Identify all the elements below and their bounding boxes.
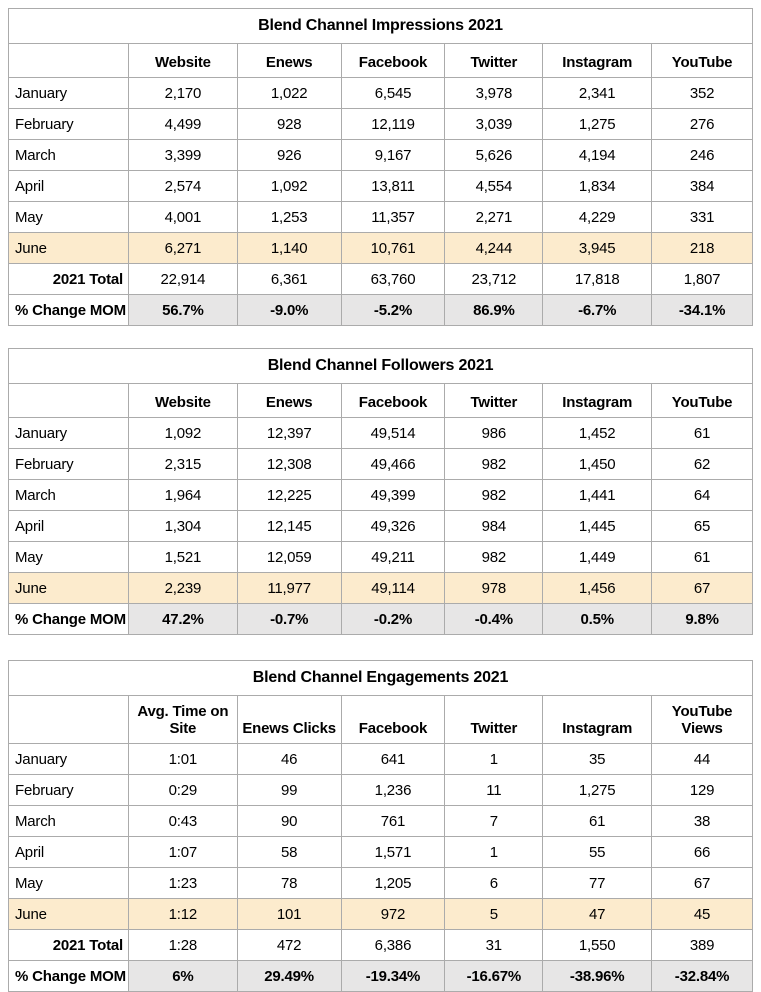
row-label: May: [9, 868, 129, 899]
column-header: Instagram: [543, 44, 652, 78]
table-row: [9, 868, 753, 899]
data-cell: -34.1%: [652, 295, 753, 326]
data-cell: 4,499: [128, 109, 237, 140]
data-cell: 67: [652, 573, 753, 604]
data-cell: -32.84%: [652, 961, 753, 992]
table-row: [9, 78, 753, 109]
data-cell: 1: [445, 744, 543, 775]
table-row: [9, 418, 753, 449]
data-cell: 11,977: [237, 573, 341, 604]
data-cell: 6,361: [237, 264, 341, 295]
data-cell: 384: [652, 171, 753, 202]
data-cell: 1,253: [237, 202, 341, 233]
data-cell: 4,244: [445, 233, 543, 264]
table-row: [9, 899, 753, 930]
data-cell: 47: [543, 899, 652, 930]
column-header: Enews: [237, 384, 341, 418]
data-cell: 9.8%: [652, 604, 753, 635]
data-cell: 6%: [128, 961, 237, 992]
data-cell: 1,140: [237, 233, 341, 264]
data-cell: 61: [652, 542, 753, 573]
data-cell: 17,818: [543, 264, 652, 295]
data-cell: 35: [543, 744, 652, 775]
data-cell: 1,456: [543, 573, 652, 604]
data-cell: -38.96%: [543, 961, 652, 992]
column-header: YouTube: [652, 384, 753, 418]
table-title: Blend Channel Engagements 2021: [9, 661, 753, 696]
data-cell: 66: [652, 837, 753, 868]
row-label: January: [9, 744, 129, 775]
column-header: Website: [128, 384, 237, 418]
data-cell: 1:01: [128, 744, 237, 775]
data-cell: 12,119: [341, 109, 445, 140]
data-cell: 2,271: [445, 202, 543, 233]
data-cell: 2,574: [128, 171, 237, 202]
data-cell: 0:29: [128, 775, 237, 806]
table-row: [9, 480, 753, 511]
data-cell: -19.34%: [341, 961, 445, 992]
data-cell: 1,452: [543, 418, 652, 449]
table-title: Blend Channel Followers 2021: [9, 349, 753, 384]
data-cell: 276: [652, 109, 753, 140]
data-cell: 389: [652, 930, 753, 961]
data-cell: 972: [341, 899, 445, 930]
data-cell: 926: [237, 140, 341, 171]
data-cell: 47.2%: [128, 604, 237, 635]
column-header: Enews: [237, 44, 341, 78]
data-cell: 2,341: [543, 78, 652, 109]
data-cell: 4,554: [445, 171, 543, 202]
row-label: March: [9, 140, 129, 171]
table-row: [9, 109, 753, 140]
data-cell: 49,514: [341, 418, 445, 449]
data-cell: 12,397: [237, 418, 341, 449]
data-cell: 1,807: [652, 264, 753, 295]
data-cell: 6,271: [128, 233, 237, 264]
table-row: [9, 171, 753, 202]
data-cell: 1:23: [128, 868, 237, 899]
data-cell: 0.5%: [543, 604, 652, 635]
data-cell: 101: [237, 899, 341, 930]
column-header: Enews Clicks: [237, 696, 341, 744]
row-label: February: [9, 449, 129, 480]
table-row: [9, 233, 753, 264]
row-label: June: [9, 899, 129, 930]
data-cell: 11: [445, 775, 543, 806]
data-cell: 49,326: [341, 511, 445, 542]
data-cell: 6,386: [341, 930, 445, 961]
column-header: Avg. Time on Site: [128, 696, 237, 744]
data-cell: 63,760: [341, 264, 445, 295]
row-label: February: [9, 775, 129, 806]
column-header: Twitter: [445, 696, 543, 744]
row-label-header-cell: [9, 384, 129, 418]
data-cell: 61: [652, 418, 753, 449]
data-cell: 99: [237, 775, 341, 806]
data-cell: 472: [237, 930, 341, 961]
row-label: March: [9, 806, 129, 837]
row-label: March: [9, 480, 129, 511]
row-label: February: [9, 109, 129, 140]
data-cell: 984: [445, 511, 543, 542]
row-label: April: [9, 837, 129, 868]
data-cell: 641: [341, 744, 445, 775]
data-cell: 10,761: [341, 233, 445, 264]
table-title: Blend Channel Impressions 2021: [9, 9, 753, 44]
data-cell: 246: [652, 140, 753, 171]
data-cell: 1,304: [128, 511, 237, 542]
data-cell: 62: [652, 449, 753, 480]
data-cell: -16.67%: [445, 961, 543, 992]
column-header: YouTube Views: [652, 696, 753, 744]
data-cell: 31: [445, 930, 543, 961]
data-cell: -9.0%: [237, 295, 341, 326]
row-label: June: [9, 233, 129, 264]
data-cell: 12,059: [237, 542, 341, 573]
data-cell: 1:07: [128, 837, 237, 868]
data-cell: 1,449: [543, 542, 652, 573]
data-cell: 55: [543, 837, 652, 868]
data-cell: 64: [652, 480, 753, 511]
data-cell: 67: [652, 868, 753, 899]
data-cell: 12,225: [237, 480, 341, 511]
table-row: [9, 140, 753, 171]
column-header: Facebook: [341, 44, 445, 78]
data-cell: 2,239: [128, 573, 237, 604]
row-label: % Change MOM: [9, 604, 129, 635]
data-cell: 1:12: [128, 899, 237, 930]
data-cell: 982: [445, 449, 543, 480]
data-cell: 6: [445, 868, 543, 899]
data-cell: 1,205: [341, 868, 445, 899]
data-cell: 1,275: [543, 775, 652, 806]
data-cell: -0.7%: [237, 604, 341, 635]
column-header: Facebook: [341, 696, 445, 744]
data-cell: 13,811: [341, 171, 445, 202]
table-row: [9, 573, 753, 604]
row-label: January: [9, 418, 129, 449]
table-row: [9, 202, 753, 233]
data-cell: 22,914: [128, 264, 237, 295]
data-cell: 77: [543, 868, 652, 899]
data-cell: -5.2%: [341, 295, 445, 326]
data-cell: 61: [543, 806, 652, 837]
column-header: Instagram: [543, 384, 652, 418]
data-cell: 761: [341, 806, 445, 837]
data-cell: 4,229: [543, 202, 652, 233]
data-cell: 3,039: [445, 109, 543, 140]
data-cell: 49,211: [341, 542, 445, 573]
data-cell: 4,001: [128, 202, 237, 233]
table-row: [9, 806, 753, 837]
data-cell: 5,626: [445, 140, 543, 171]
data-cell: 56.7%: [128, 295, 237, 326]
data-cell: 1,092: [128, 418, 237, 449]
data-cell: 1:28: [128, 930, 237, 961]
data-cell: 1,550: [543, 930, 652, 961]
data-cell: 331: [652, 202, 753, 233]
data-cell: 78: [237, 868, 341, 899]
data-cell: 3,399: [128, 140, 237, 171]
data-cell: 978: [445, 573, 543, 604]
row-label: May: [9, 202, 129, 233]
data-cell: 928: [237, 109, 341, 140]
data-cell: 218: [652, 233, 753, 264]
row-label: May: [9, 542, 129, 573]
data-cell: 352: [652, 78, 753, 109]
column-header: Twitter: [445, 44, 543, 78]
data-cell: 23,712: [445, 264, 543, 295]
data-cell: 11,357: [341, 202, 445, 233]
row-label-header-cell: [9, 44, 129, 78]
data-cell: 3,945: [543, 233, 652, 264]
table-row: [9, 511, 753, 542]
row-label: % Change MOM: [9, 295, 129, 326]
data-cell: 982: [445, 542, 543, 573]
data-cell: 1,521: [128, 542, 237, 573]
row-label-header-cell: [9, 696, 129, 744]
data-cell: 2,170: [128, 78, 237, 109]
column-header: YouTube: [652, 44, 753, 78]
data-cell: 1: [445, 837, 543, 868]
column-header: Website: [128, 44, 237, 78]
data-cell: 1,571: [341, 837, 445, 868]
table-row: [9, 775, 753, 806]
row-label: January: [9, 78, 129, 109]
data-cell: 9,167: [341, 140, 445, 171]
column-header: Facebook: [341, 384, 445, 418]
table-row: [9, 930, 753, 961]
row-label: % Change MOM: [9, 961, 129, 992]
data-cell: -6.7%: [543, 295, 652, 326]
table-row: [9, 449, 753, 480]
table-row: [9, 295, 753, 326]
data-cell: 44: [652, 744, 753, 775]
data-cell: 4,194: [543, 140, 652, 171]
data-cell: 38: [652, 806, 753, 837]
data-cell: 986: [445, 418, 543, 449]
table-row: [9, 264, 753, 295]
data-cell: 1,275: [543, 109, 652, 140]
engagements-table: [8, 660, 753, 992]
table-row: [9, 604, 753, 635]
data-cell: 1,964: [128, 480, 237, 511]
row-label: June: [9, 573, 129, 604]
data-cell: 45: [652, 899, 753, 930]
data-cell: 7: [445, 806, 543, 837]
data-cell: 5: [445, 899, 543, 930]
data-cell: 1,445: [543, 511, 652, 542]
data-cell: 58: [237, 837, 341, 868]
data-cell: 982: [445, 480, 543, 511]
data-cell: -0.2%: [341, 604, 445, 635]
data-cell: 1,441: [543, 480, 652, 511]
data-cell: 49,466: [341, 449, 445, 480]
data-cell: 29.49%: [237, 961, 341, 992]
followers-table: [8, 348, 753, 635]
data-cell: 129: [652, 775, 753, 806]
data-cell: 46: [237, 744, 341, 775]
data-cell: 3,978: [445, 78, 543, 109]
data-cell: 90: [237, 806, 341, 837]
column-header: Instagram: [543, 696, 652, 744]
data-cell: 1,450: [543, 449, 652, 480]
data-cell: 49,114: [341, 573, 445, 604]
data-cell: 0:43: [128, 806, 237, 837]
table-row: [9, 837, 753, 868]
table-row: [9, 744, 753, 775]
data-cell: 6,545: [341, 78, 445, 109]
row-label: 2021 Total: [9, 264, 129, 295]
data-cell: 1,236: [341, 775, 445, 806]
table-row: [9, 961, 753, 992]
impressions-table: [8, 8, 753, 326]
row-label: April: [9, 171, 129, 202]
data-cell: 1,022: [237, 78, 341, 109]
data-cell: 86.9%: [445, 295, 543, 326]
row-label: April: [9, 511, 129, 542]
data-cell: 12,145: [237, 511, 341, 542]
data-cell: 65: [652, 511, 753, 542]
column-header: Twitter: [445, 384, 543, 418]
data-cell: 1,834: [543, 171, 652, 202]
table-row: [9, 542, 753, 573]
data-cell: 2,315: [128, 449, 237, 480]
row-label: 2021 Total: [9, 930, 129, 961]
data-cell: -0.4%: [445, 604, 543, 635]
data-cell: 1,092: [237, 171, 341, 202]
data-cell: 12,308: [237, 449, 341, 480]
data-cell: 49,399: [341, 480, 445, 511]
